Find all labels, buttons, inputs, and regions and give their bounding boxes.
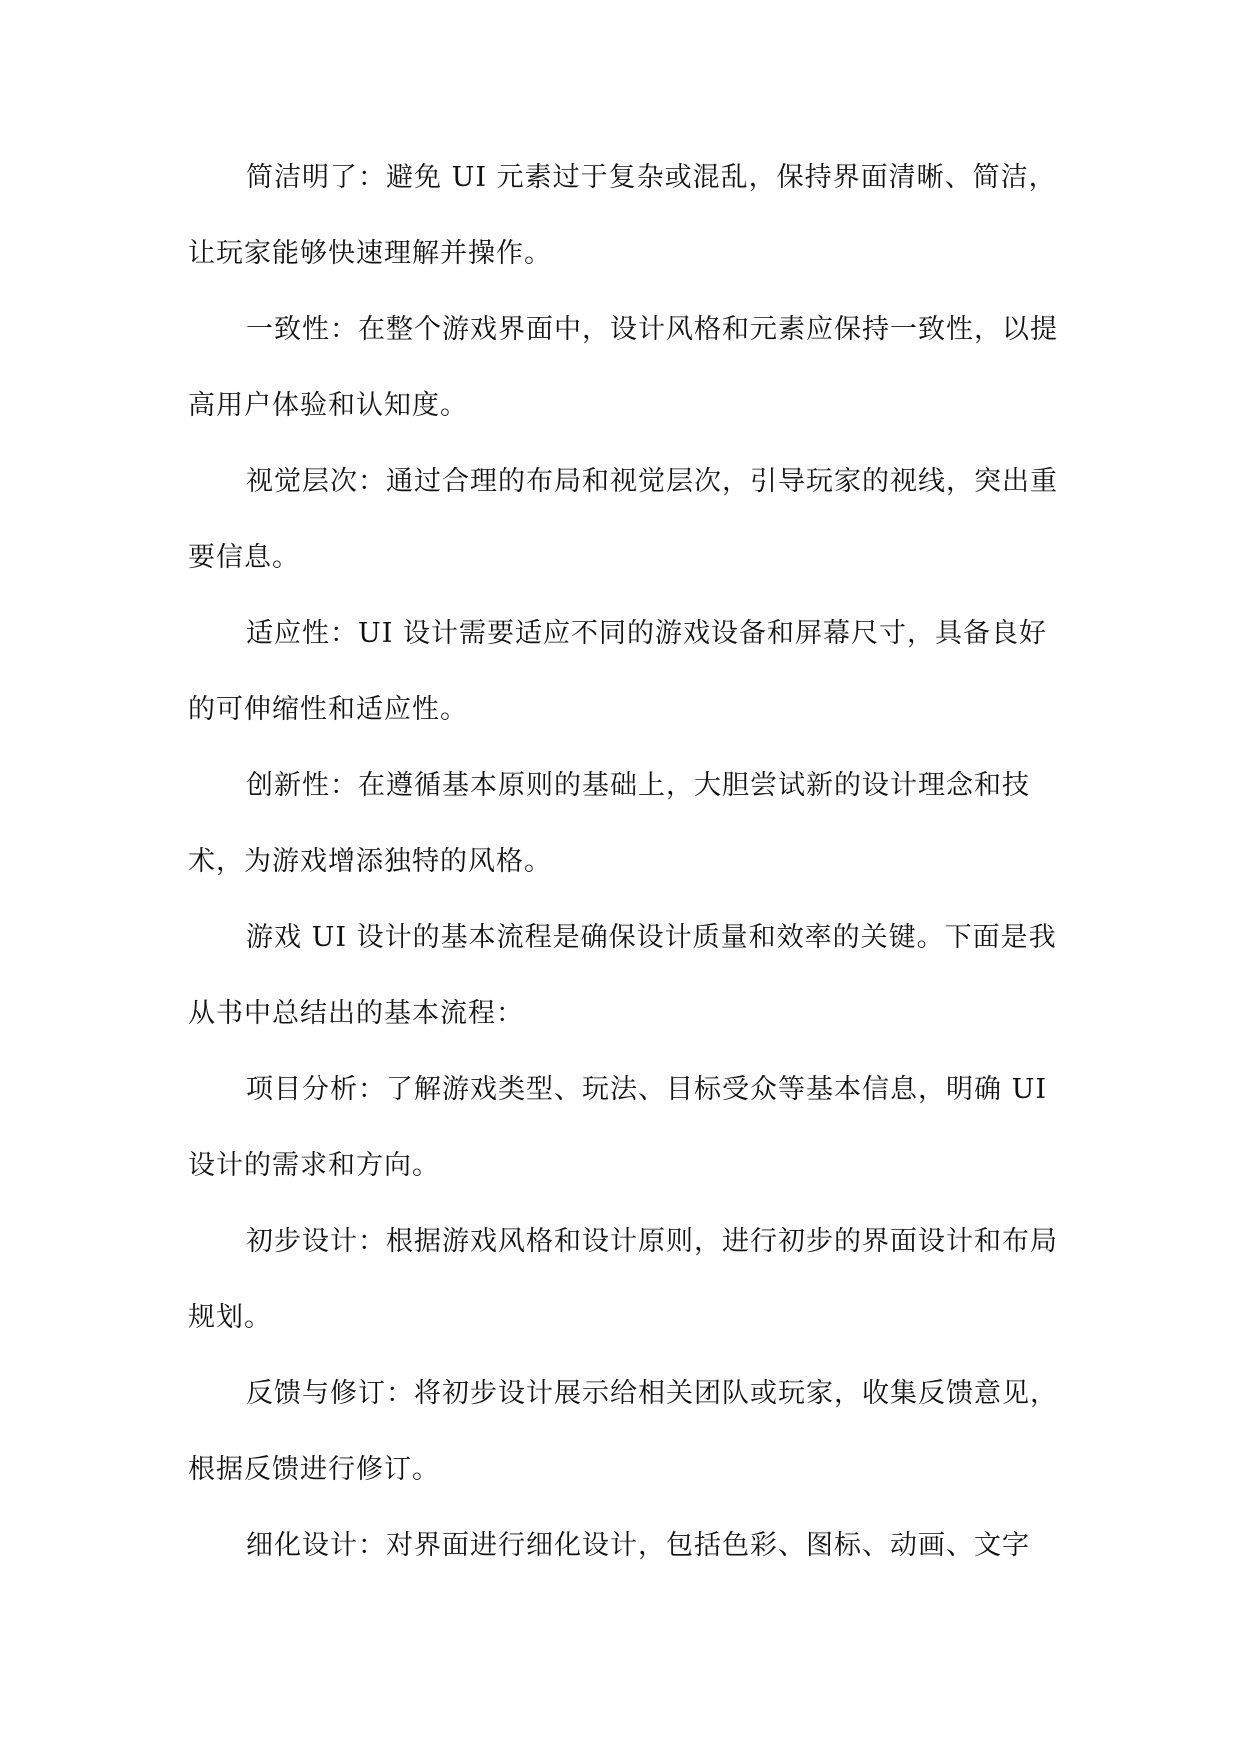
paragraph-consistency: 一致性：在整个游戏界面中，设计风格和元素应保持一致性，以提高用户体验和认知度。 (188, 314, 1058, 421)
paragraph-simplicity: 简洁明了：避免 UI 元素过于复杂或混乱，保持界面清晰、简洁，让玩家能够快速理解并操作。 (188, 162, 1057, 269)
paragraph-feedback-revision: 反馈与修订：将初步设计展示给相关团队或玩家，收集反馈意见，根据反馈进行修订。 (188, 1378, 1058, 1485)
paragraph-visual-hierarchy: 视觉层次：通过合理的布局和视觉层次，引导玩家的视线，突出重要信息。 (188, 466, 1058, 573)
paragraph-initial-design: 初步设计：根据游戏风格和设计原则，进行初步的界面设计和布局规划。 (188, 1226, 1058, 1333)
paragraph-project-analysis: 项目分析：了解游戏类型、玩法、目标受众等基本信息，明确 UI 设计的需求和方向。 (188, 1074, 1048, 1181)
paragraph-detailed-design: 细化设计：对界面进行细化设计，包括色彩、图标、动画、文字 (246, 1530, 1030, 1561)
paragraph-process-intro: 游戏 UI 设计的基本流程是确保设计质量和效率的关键。下面是我从书中总结出的基本流程： (188, 922, 1057, 1029)
document-body (188, 140, 1058, 1584)
paragraph-innovation: 创新性：在遵循基本原则的基础上，大胆尝试新的设计理念和技术，为游戏增添独特的风格。 (188, 770, 1030, 877)
paragraph-adaptability: 适应性：UI 设计需要适应不同的游戏设备和屏幕尺寸，具备良好的可伸缩性和适应性。 (188, 618, 1048, 725)
